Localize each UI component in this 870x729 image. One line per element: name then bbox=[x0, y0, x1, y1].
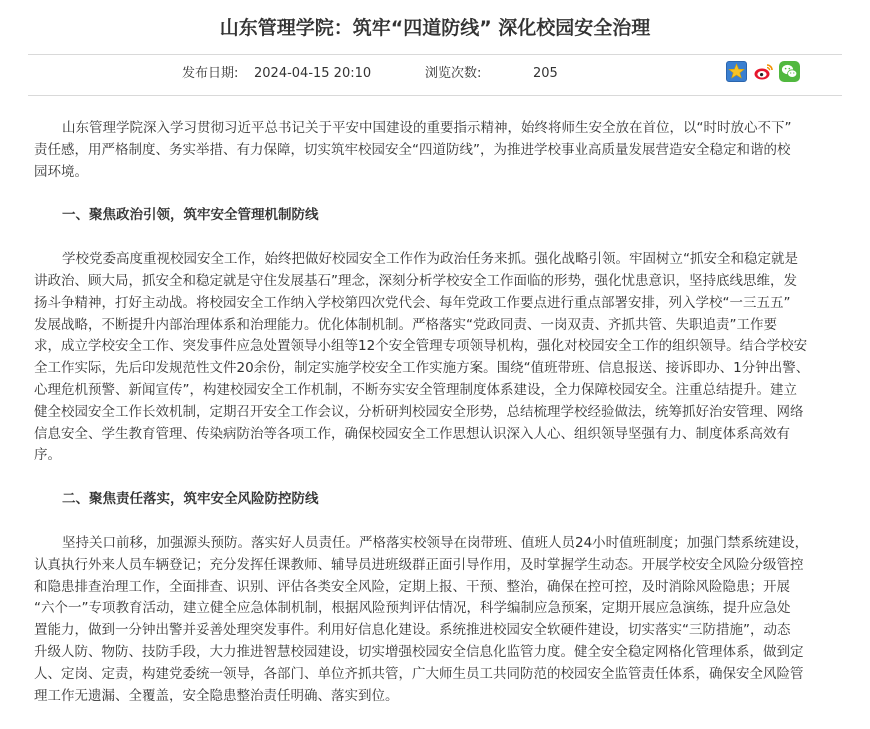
text-line: 序。 bbox=[34, 447, 61, 464]
meta-divider bbox=[28, 95, 842, 96]
text-line: 讲政治、顾大局，抓安全和稳定就是守住发展基石”理念，深刻分析学校安全工作面临的形势，强化忧患意识，坚持底线思维，发 bbox=[34, 272, 797, 289]
text-line: 发展战略，不断提升内部治理体系和治理能力。优化体制机制。严格落实“党政同责、一岗双责、齐抓共管、失职追责”工作要 bbox=[34, 316, 777, 333]
text-line: 园环境。 bbox=[34, 163, 88, 180]
text-line: 认真执行外来人员车辆登记；充分发挥任课教师、辅导员进班级群正面引导作用，及时掌握学生动态。开展学校安全风险分级管控 bbox=[34, 556, 804, 573]
views-count: 205 bbox=[533, 66, 558, 81]
intro-paragraph bbox=[34, 118, 852, 183]
views-label: 浏览次数: bbox=[425, 66, 482, 81]
text-line: 扬斗争精神，打好主动战。将校园安全工作纳入学校第四次党代会、每年党政工作要点进行重点部署安排，列入学校“一三五五” bbox=[34, 294, 791, 311]
text-line: 信息安全、学生教育管理、传染病防治等各项工作，确保校园安全工作思想认识深入人心、组织领导坚强有力、制度体系高效有 bbox=[34, 425, 790, 442]
publish-date: 2024-04-15 20:10 bbox=[254, 66, 372, 81]
text-line: 人、定岗、定责，构建党委统一领导，各部门、单位齐抓共管，广大师生员工共同防范的校园安全监管责任体系，确保安全风险管 bbox=[34, 665, 804, 682]
article-title: 山东管理学院：筑牢“四道防线” 深化校园安全治理 bbox=[219, 17, 651, 39]
text-line: 责任感，用严格制度、务实举措、有力保障，切实筑牢校园安全“四道防线”，为推进学校事业高质量发展营造安全稳定和谐的校 bbox=[34, 141, 791, 158]
text-line: 坚持关口前移，加强源头预防。落实好人员责任。严格落实校领导在岗带班、值班人员24小时值班制度；加强门禁系统建设， bbox=[62, 534, 809, 551]
wechat-icon[interactable] bbox=[779, 61, 800, 82]
star-icon[interactable] bbox=[726, 61, 747, 82]
section-heading-1: 一、聚焦政治引领，筑牢安全管理机制防线 bbox=[62, 207, 319, 224]
title-divider bbox=[28, 54, 842, 55]
publish-date-label: 发布日期: bbox=[182, 66, 239, 81]
text-line: 理工作无遗漏、全覆盖，安全隐患整治责任明确、落实到位。 bbox=[34, 687, 399, 704]
text-line: 置能力，做到一分钟出警并妥善处理突发事件。利用好信息化建设。系统推进校园安全软硬件建设，切实落实“三防措施”，动态 bbox=[34, 622, 791, 639]
section1-paragraph bbox=[34, 249, 852, 467]
text-line: “六个一”专项教育活动，建立健全应急体制机制，根据风险预判评估情况，科学编制应急预案，定期开展应急演练，提升应急处 bbox=[34, 600, 791, 617]
text-line: 心理危机预警、新闻宣传”，构建校园安全工作机制，不断夯实安全管理制度体系建设，全力保障校园安全。注重总结提升。建立 bbox=[34, 381, 797, 398]
text-line: 求，成立学校安全工作、突发事件应急处置领导小组等12个安全管理专项领导机构，强化对校园安全工作的组织领导。结合学校安 bbox=[34, 338, 808, 355]
section2-paragraph bbox=[34, 533, 852, 707]
text-line: 全工作实际，先后印发规范性文件20余份，制定实施学校安全工作实施方案。围绕“值班带班、信息报送、接诉即办、1分钟出警、 bbox=[34, 360, 810, 377]
text-line: 升级人防、物防、技防手段，大力推进智慧校园建设，切实增强校园安全信息化监管力度。健全安全稳定网格化管理体系，做到定 bbox=[34, 643, 804, 660]
article-body bbox=[34, 118, 852, 729]
text-line: 学校党委高度重视校园安全工作，始终把做好校园安全工作作为政治任务来抓。强化战略引领。牢固树立“抓安全和稳定就是 bbox=[62, 251, 798, 268]
text-line: 健全校园安全工作长效机制，定期召开安全工作会议，分析研判校园安全形势，总结梳理学校经验做法，统筹抓好治安管理、网络 bbox=[34, 403, 804, 420]
text-line: 山东管理学院深入学习贯彻习近平总书记关于平安中国建设的重要指示精神，始终将师生安全放在首位，以“时时放心不下” bbox=[62, 120, 792, 136]
section-heading-2: 二、聚焦责任落实，筑牢安全风险防控防线 bbox=[62, 491, 319, 508]
text-line: 和隐患排查治理工作，全面排查、识别、评估各类安全风险，定期上报、干预、整治，确保在控可控，及时消除风险隐患；开展 bbox=[34, 578, 790, 595]
weibo-icon[interactable] bbox=[753, 61, 774, 82]
